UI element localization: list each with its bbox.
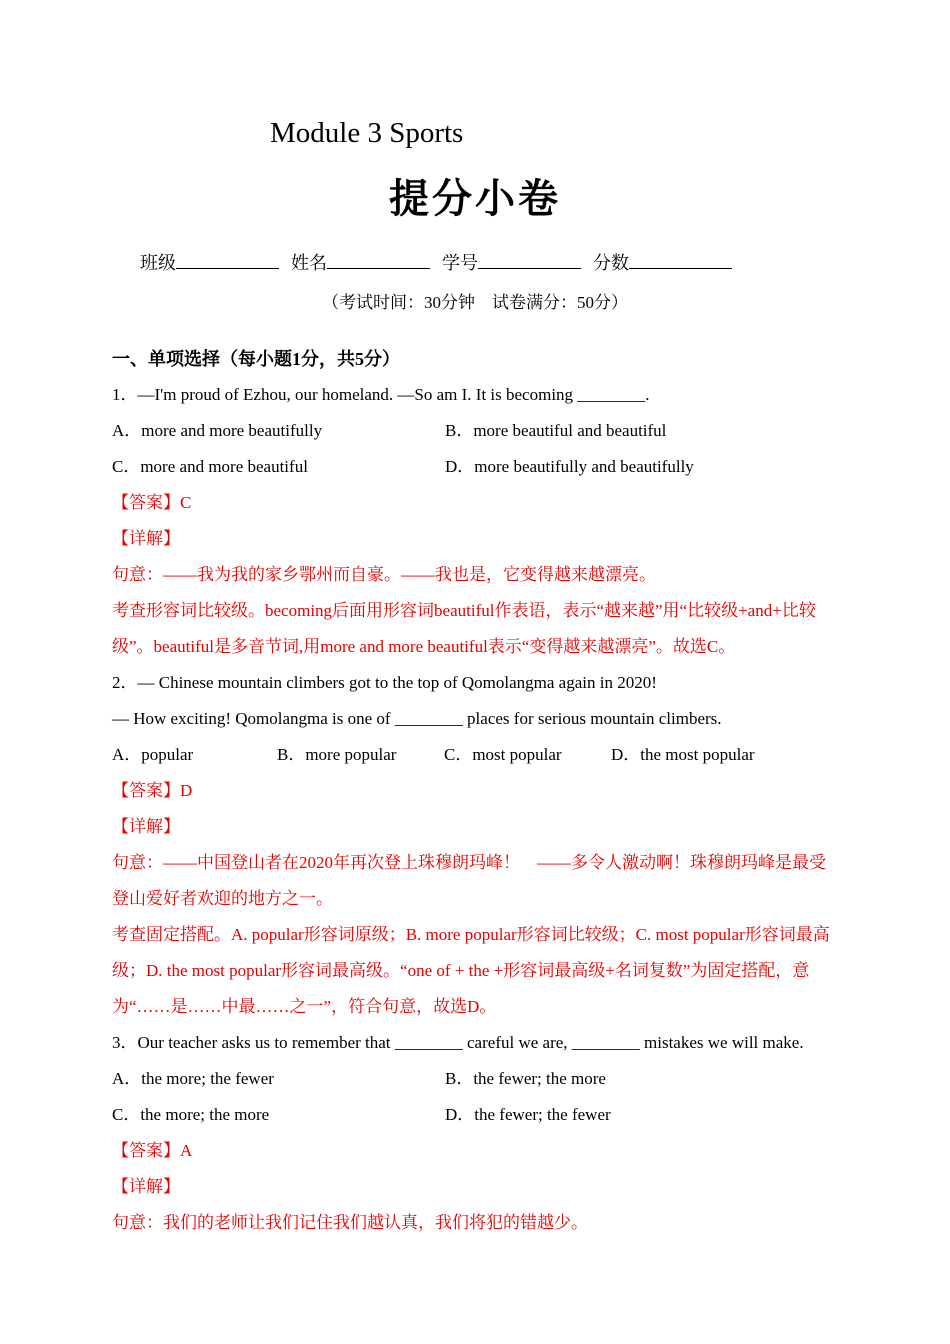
question-1-explanation-sentence: 句意：——我为我的家乡鄂州而自豪。——我也是，它变得越来越漂亮。: [112, 564, 656, 584]
module-title: Module 3 Sports: [270, 117, 464, 149]
question-2-option-a: A．popular: [112, 744, 194, 764]
question-3-option-c: C．the more; the more: [112, 1104, 270, 1124]
field-student-id-blank: [478, 250, 581, 269]
question-3: [112, 1025, 838, 1241]
paper-title: 提分小卷: [389, 175, 561, 221]
field-name-label: 姓名: [291, 252, 327, 273]
question-2-answer: 【答案】D: [112, 780, 193, 800]
question-2: [112, 665, 838, 1025]
exam-meta: （考试时间：30分钟 试卷满分：50分）: [322, 292, 628, 312]
question-1-explanation-analysis: 考查形容词比较级。becoming后面用形容词beautiful作表语，表示“越来越”用“比较级+and+比较级”。beautiful是多音节词,用more and more beautiful表示“变得越来越漂亮”。故选C。: [112, 600, 816, 656]
field-score: [593, 249, 732, 275]
field-student-id: [442, 249, 581, 275]
question-2-option-d: D．the most popular: [611, 744, 755, 764]
question-1-options: [112, 413, 838, 485]
field-class: [140, 249, 279, 275]
question-2-explanation-sentence: 句意：——中国登山者在2020年再次登上珠穆朗玛峰！ ——多令人激动啊！珠穆朗玛峰是最受登山爱好者欢迎的地方之一。: [112, 852, 826, 908]
student-info-row: [112, 249, 838, 275]
section-heading: 一、单项选择（每小题1分，共5分）: [112, 348, 400, 369]
question-1-detail-label: 【详解】: [112, 528, 180, 548]
question-2-stem-line-2: — How exciting! Qomolangma is one of ________ places for serious mountain climbers.: [112, 708, 722, 728]
field-class-blank: [176, 250, 279, 269]
question-1-option-b: B．more beautiful and beautiful: [445, 420, 667, 440]
question-3-option-b: B．the fewer; the more: [445, 1068, 606, 1088]
question-2-detail-label: 【详解】: [112, 816, 180, 836]
question-1-answer: 【答案】C: [112, 492, 192, 512]
question-1-option-c: C．more and more beautiful: [112, 456, 308, 476]
field-score-blank: [629, 250, 732, 269]
question-2-option-c: C．most popular: [444, 744, 562, 764]
field-class-label: 班级: [140, 252, 176, 273]
question-2-options: [112, 737, 838, 773]
field-name-blank: [327, 250, 430, 269]
question-3-stem: 3．Our teacher asks us to remember that ________ careful we are, ________ mistakes we will make.: [112, 1032, 804, 1052]
field-score-label: 分数: [593, 252, 629, 273]
question-3-explanation-sentence: 句意：我们的老师让我们记住我们越认真，我们将犯的错越少。: [112, 1212, 588, 1232]
question-3-options: [112, 1061, 838, 1133]
question-1: [112, 377, 838, 665]
question-2-option-b: B．more popular: [277, 744, 397, 764]
question-3-option-a: A．the more; the fewer: [112, 1068, 274, 1088]
question-1-stem: 1．—I'm proud of Ezhou, our homeland. —So am I. It is becoming ________.: [112, 384, 650, 404]
question-1-option-a: A．more and more beautifully: [112, 420, 323, 440]
question-3-option-d: D．the fewer; the fewer: [445, 1104, 611, 1124]
question-3-answer: 【答案】A: [112, 1140, 193, 1160]
field-name: [291, 249, 430, 275]
question-3-detail-label: 【详解】: [112, 1176, 180, 1196]
question-1-option-d: D．more beautifully and beautifully: [445, 456, 694, 476]
question-2-explanation-analysis: 考查固定搭配。A. popular形容词原级；B. more popular形容词比较级；C. most popular形容词最高级；D. the most popular形容词最高级。“one of + the +形容词最高级+名词复数”为固定搭配，意为“……是……中最……之一”，符合句意，故选D。: [112, 924, 830, 1016]
field-student-id-label: 学号: [442, 252, 478, 273]
question-2-stem-line-1: 2．— Chinese mountain climbers got to the top of Qomolangma again in 2020!: [112, 672, 657, 692]
